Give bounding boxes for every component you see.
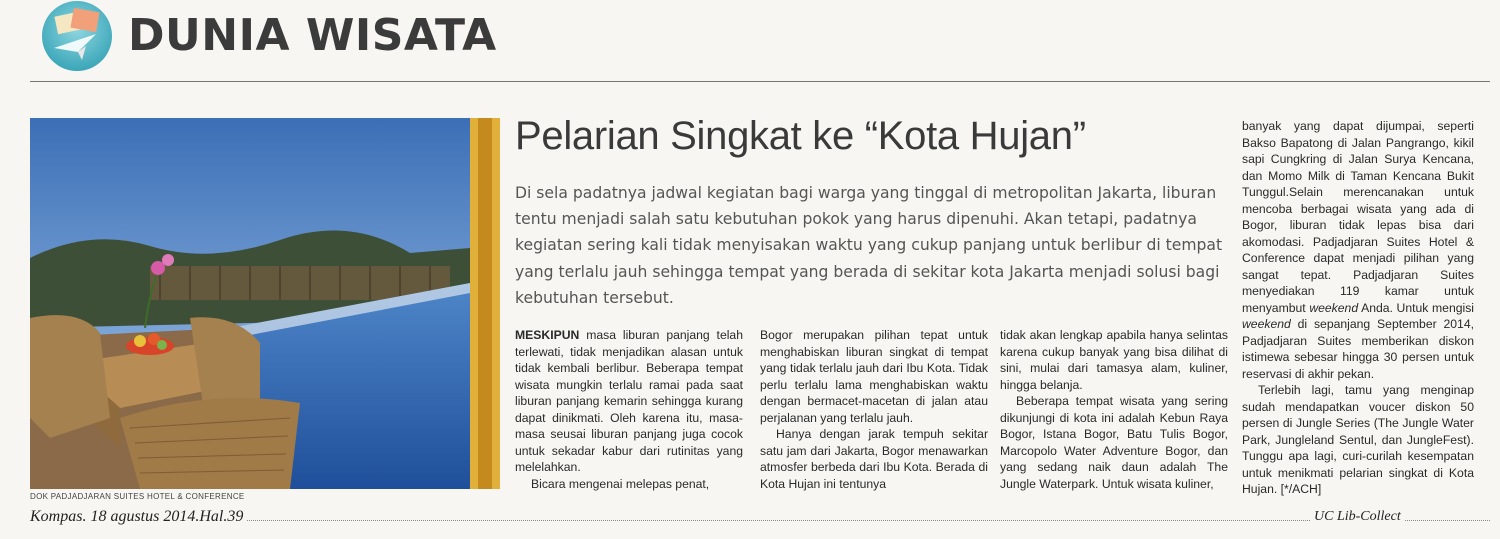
- paragraph: Bicara mengenai melepas penat,: [531, 476, 710, 491]
- rubric-title: DUNIA WISATA: [128, 10, 497, 61]
- paragraph: tidak akan lengkap apabila hanya selintas karena cukup banyak yang bisa dilihat di sini, mulai dari tamasya alam, kuliner, hingga belanja.: [1000, 328, 1228, 392]
- paragraph-text: Anda. Untuk mengisi: [1358, 300, 1475, 315]
- article-column-1: [515, 327, 743, 492]
- article-column-2: [760, 327, 988, 492]
- paragraph: [515, 327, 743, 476]
- article-title: Pelarian Singkat ke “Kota Hujan”: [515, 114, 1086, 158]
- paragraph-text: di sepanjang September 2014, Padjadjaran Suites memberikan diskon istimewa sebesar hingga 30 persen untuk reservasi di akhir pekan.: [1242, 317, 1474, 381]
- photo-credit: DOK PADJADJARAN SUITES HOTEL & CONFERENCE: [30, 492, 245, 501]
- footer-rule: [30, 520, 1490, 521]
- paragraph: [1242, 118, 1474, 382]
- paragraph: Bogor merupakan pilihan tepat untuk menghabiskan liburan singkat di tempat yang tidak terlalu jauh dari Ibu Kota. Tidak perlu terlalu lama menghabiskan waktu dengan bermacet-macetan di jalan atau perjalanan yang terlalu jauh.: [760, 328, 988, 425]
- run-in-word: MESKIPUN: [515, 328, 580, 342]
- emphasis: weekend: [1242, 317, 1291, 331]
- article-lede: [515, 180, 1225, 311]
- source-citation: Kompas. 18 agustus 2014.Hal.39: [30, 508, 247, 526]
- paragraph-text: masa liburan panjang telah terlewati, tidak menjadikan alasan untuk tidak kembali berlibur. Beberapa tempat wisata mungkin terlalu ramai pada saat liburan panjang kemarin sehingga kurang dapat dinikmati. Oleh karena itu, masa-masa seusai liburan panjang juga cocok untuk sekadar kabur dari rutinitas yang melelahkan.: [515, 328, 743, 474]
- paragraph-text: banyak yang dapat dijumpai, seperti Bakso Bapatong di Jalan Pangrango, kikil sapi Cungkring di Jalan Surya Kencana, dan Momo Milk di Taman Kencana Bukit Tunggul.Selain merencanakan untuk mencoba berbagai wisata yang ada di Bogor, liburan tidak lepas bisa dari akomodasi. Padjadjaran Suites Hotel & Conference dapat menjadi pilihan yang sangat tepat. Padjadjaran Suites menyediakan 119 kamar untuk menyambut: [1242, 119, 1474, 315]
- paragraph: Hanya dengan jarak tempuh sekitar satu jam dari Jakarta, Bogor menawarkan atmosfer berbeda dari Ibu Kota. Berada di Kota Hujan ini tentunya: [760, 427, 988, 491]
- header-rule: [30, 81, 1490, 82]
- paragraph: Terlebih lagi, tamu yang menginap sudah mendapatkan voucer diskon 50 persen di Jungle Series (The Jungle Water Park, Jungleland Sentul, dan JungleFest). Tunggu apa lagi, curi-curilah kesempatan untuk menikmati pelarian singkat di Kota Hujan. [*/ACH]: [1242, 383, 1474, 496]
- paragraph: Beberapa tempat wisata yang sering dikunjungi di kota ini adalah Kebun Raya Bogor, Istana Bogor, Batu Tulis Bogor, Marcopolo Water Adventure Bogor, dan yang sedang naik daun adalah The Jungle Waterpark. Untuk wisata kuliner,: [1000, 394, 1228, 491]
- collection-mark: UC Lib-Collect: [1310, 509, 1405, 525]
- article-column-3: [1000, 327, 1228, 492]
- hotel-pool-photo: [30, 118, 500, 489]
- article-column-4: [1242, 118, 1474, 498]
- rubric-logo-icon: [38, 0, 116, 72]
- emphasis: weekend: [1309, 300, 1359, 315]
- lede-text: Di sela padatnya jadwal kegiatan bagi warga yang tinggal di metropolitan Jakarta, liburan tentu menjadi salah satu kebutuhan pokok yang harus dipenuhi. Akan tetapi, padatnya kegiatan sering kali tidak menyisakan waktu yang cukup panjang untuk berlibur di tempat yang terlalu jauh sehingga tempat yang berada di sekitar kota Jakarta menjadi solusi bagi kebutuhan tersebut.: [515, 184, 1223, 307]
